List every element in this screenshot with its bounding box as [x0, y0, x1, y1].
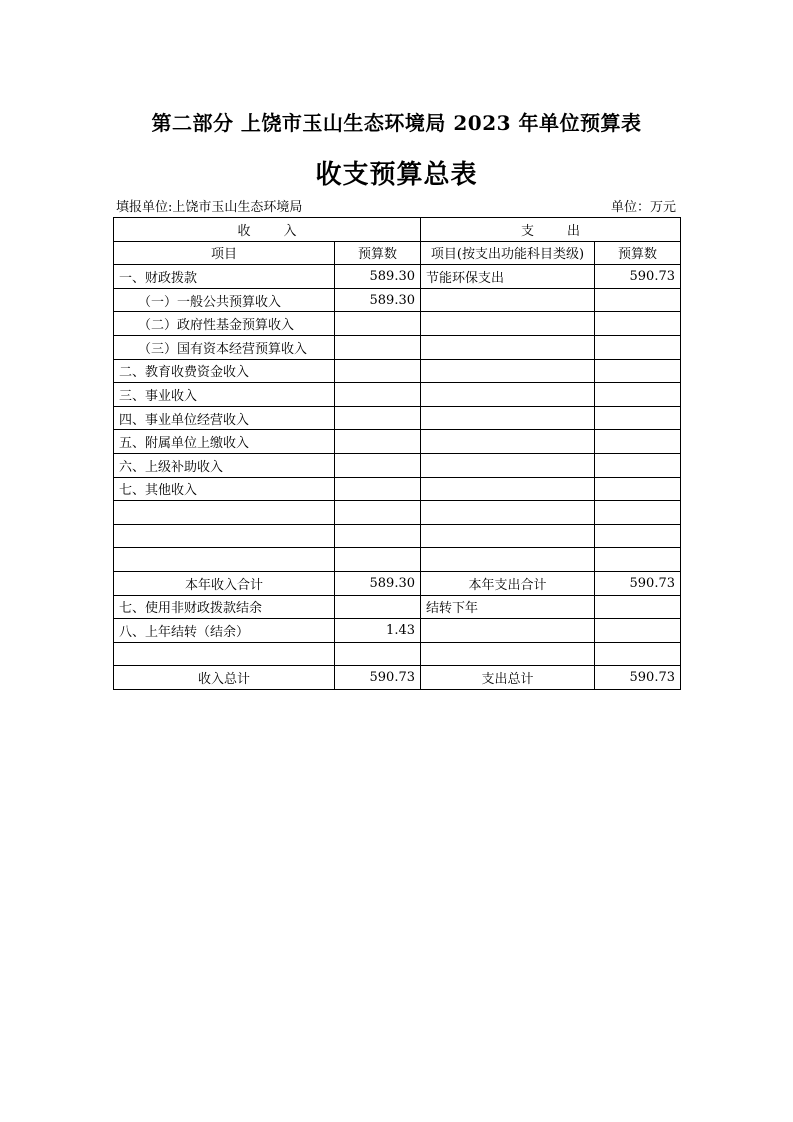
table-row [114, 265, 681, 289]
expense-item [421, 335, 595, 359]
expense-value [595, 288, 681, 312]
grand-income-total: 590.73 [335, 666, 421, 690]
col-header-expense-item: 项目(按支出功能科目类级) [421, 241, 595, 265]
year-income-total-label: 本年收入合计 [114, 571, 335, 595]
expense-item [421, 619, 595, 643]
nonfiscal-balance-value [335, 595, 421, 619]
last-year-label: 八、上年结转（结余） [114, 619, 335, 643]
income-value: 589.30 [335, 288, 421, 312]
income-value [335, 453, 421, 477]
table-row [114, 524, 681, 548]
table-row [114, 548, 681, 572]
expense-item [421, 406, 595, 430]
income-item: （二）政府性基金预算收入 [114, 312, 335, 336]
expense-item [421, 430, 595, 454]
income-item: （三）国有资本经营预算收入 [114, 335, 335, 359]
income-item [114, 501, 335, 525]
expense-value [595, 619, 681, 643]
expense-value [595, 359, 681, 383]
table-row [114, 642, 681, 666]
expense-item [421, 642, 595, 666]
expense-item: 节能环保支出 [421, 265, 595, 289]
nonfiscal-balance-row [114, 595, 681, 619]
table-row [114, 477, 681, 501]
currency-unit: 单位：万元 [610, 200, 676, 215]
carry-forward-value [595, 595, 681, 619]
grand-expense-label: 支出总计 [421, 666, 595, 690]
income-item: 一、财政拨款 [114, 265, 335, 289]
group-header-row [114, 218, 681, 242]
income-item: 三、事业收入 [114, 383, 335, 407]
income-item: 六、上级补助收入 [114, 453, 335, 477]
table-row [114, 383, 681, 407]
expense-item [421, 524, 595, 548]
income-item [114, 642, 335, 666]
expense-item [421, 548, 595, 572]
table-row [114, 288, 681, 312]
table-row [114, 501, 681, 525]
expense-item [421, 501, 595, 525]
carry-forward-label: 结转下年 [421, 595, 595, 619]
last-year-row [114, 619, 681, 643]
expense-item [421, 383, 595, 407]
expense-value [595, 524, 681, 548]
income-value [335, 312, 421, 336]
table-row [114, 335, 681, 359]
table-row [114, 430, 681, 454]
table-row [114, 453, 681, 477]
expense-value [595, 335, 681, 359]
col-header-budget: 预算数 [335, 241, 421, 265]
expense-value [595, 548, 681, 572]
budget-summary-table [113, 217, 681, 690]
column-header-row [114, 241, 681, 265]
table-title: 收支预算总表 [315, 160, 478, 190]
reporting-unit: 填报单位:上饶市玉山生态环境局 [116, 200, 303, 215]
expense-value [595, 477, 681, 501]
income-value [335, 524, 421, 548]
col-header-item: 项目 [114, 241, 335, 265]
income-value [335, 406, 421, 430]
table-row [114, 359, 681, 383]
year-expense-total-label: 本年支出合计 [421, 571, 595, 595]
income-value: 589.30 [335, 265, 421, 289]
col-header-expense-budget: 预算数 [595, 241, 681, 265]
table-row [114, 406, 681, 430]
grand-total-row [114, 666, 681, 690]
income-value [335, 548, 421, 572]
income-item [114, 524, 335, 548]
income-value [335, 501, 421, 525]
income-item: 五、附属单位上缴收入 [114, 430, 335, 454]
grand-income-label: 收入总计 [114, 666, 335, 690]
last-year-value: 1.43 [335, 619, 421, 643]
income-item: （一）一般公共预算收入 [114, 288, 335, 312]
expense-item [421, 453, 595, 477]
expense-item [421, 477, 595, 501]
grand-expense-total: 590.73 [595, 666, 681, 690]
document-heading: 第二部分 上饶市玉山生态环境局 2023 年单位预算表 [151, 111, 642, 135]
expense-group-header: 支 出 [421, 218, 681, 242]
income-item: 七、其他收入 [114, 477, 335, 501]
income-item [114, 548, 335, 572]
expense-value [595, 453, 681, 477]
year-total-row [114, 571, 681, 595]
income-value [335, 359, 421, 383]
year-expense-total: 590.73 [595, 571, 681, 595]
income-value [335, 642, 421, 666]
expense-value [595, 430, 681, 454]
expense-item [421, 359, 595, 383]
expense-value [595, 501, 681, 525]
expense-value [595, 383, 681, 407]
income-value [335, 335, 421, 359]
expense-item [421, 312, 595, 336]
income-item: 四、事业单位经营收入 [114, 406, 335, 430]
year-income-total: 589.30 [335, 571, 421, 595]
expense-value: 590.73 [595, 265, 681, 289]
income-group-header: 收 入 [114, 218, 421, 242]
expense-value [595, 642, 681, 666]
nonfiscal-balance-label: 七、使用非财政拨款结余 [114, 595, 335, 619]
income-item: 二、教育收费资金收入 [114, 359, 335, 383]
expense-item [421, 288, 595, 312]
income-value [335, 430, 421, 454]
expense-value [595, 312, 681, 336]
expense-value [595, 406, 681, 430]
income-value [335, 477, 421, 501]
income-value [335, 383, 421, 407]
table-row [114, 312, 681, 336]
